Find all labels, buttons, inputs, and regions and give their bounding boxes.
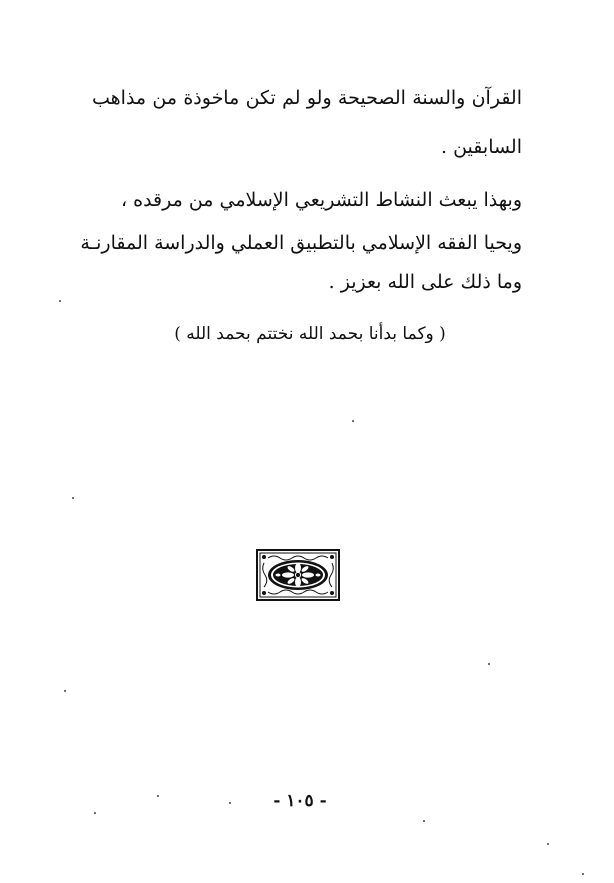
closing-phrase: ( وكما بدأنا بحمد الله نختتم بحمد الله ) xyxy=(174,324,446,344)
paragraph-2-line-2: ويحيا الفقه الإسلامي بالتطبيق العملي والدراسة المقارنـة xyxy=(80,232,522,254)
page-number: - ١٠٥ - xyxy=(273,791,327,811)
scan-speck xyxy=(59,300,61,302)
scan-speck xyxy=(72,497,74,499)
scan-speck xyxy=(352,420,354,422)
scan-speck xyxy=(64,690,66,692)
scan-speck xyxy=(582,873,584,875)
paragraph-2-line-1: وبهذا يبعث النشاط التشريعي الإسلامي من مرقده ، xyxy=(120,189,522,211)
scan-speck xyxy=(547,843,549,845)
floral-ornament-icon xyxy=(256,549,340,601)
paragraph-1-line-1: القرآن والسنة الصحيحة ولو لم تكن ماخوذة من مذاهب xyxy=(92,87,522,109)
scan-speck xyxy=(488,663,490,665)
scan-speck xyxy=(157,795,159,797)
paragraph-1-line-2: السابقين . xyxy=(441,136,522,158)
paragraph-2-line-3: وما ذلك على الله بعزيز . xyxy=(328,271,522,293)
scan-speck xyxy=(423,820,425,822)
scan-speck xyxy=(229,802,231,804)
scan-speck xyxy=(94,812,96,814)
